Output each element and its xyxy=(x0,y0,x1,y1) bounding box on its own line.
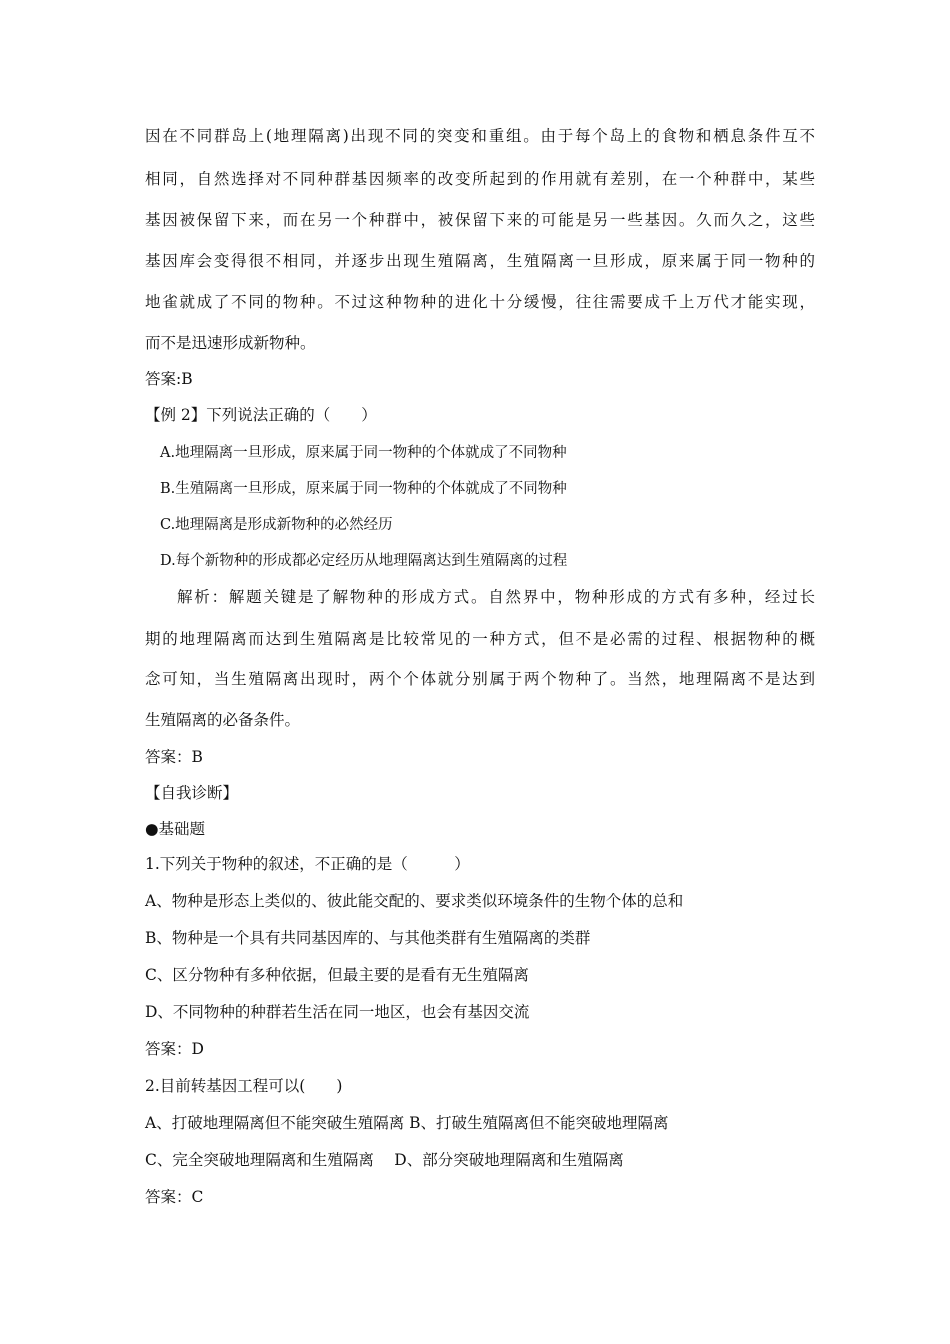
passage-answer: 答案:B xyxy=(145,370,193,388)
passage-line: 基因库会变得很不相同，并逐步出现生殖隔离，生殖隔离一旦形成，原来属于同一物种的 xyxy=(145,252,815,270)
passage-line: 地雀就成了不同的物种。不过这种物种的进化十分缓慢，往往需要成千上万代才能实现， xyxy=(145,293,815,311)
self-check-heading: 【自我诊断】 xyxy=(145,784,239,802)
example2-option-d: D.每个新物种的形成都必定经历从地理隔离达到生殖隔离的过程 xyxy=(160,553,568,569)
example2-analysis-line: 解析：解题关键是了解物种的形成方式。自然界中，物种形成的方式有多种，经过长 xyxy=(177,588,815,606)
example2-option-c: C.地理隔离是形成新物种的必然经历 xyxy=(160,517,393,533)
q2-answer: 答案：C xyxy=(145,1188,204,1206)
q2-question: 2.目前转基因工程可以( ) xyxy=(145,1077,343,1095)
passage-line: 因在不同群岛上(地理隔离)出现不同的突变和重组。由于每个岛上的食物和栖息条件互不 xyxy=(145,127,815,145)
example2-option-a: A.地理隔离一旦形成，原来属于同一物种的个体就成了不同物种 xyxy=(160,445,567,461)
q2-options-row-2: C、完全突破地理隔离和生殖隔离 D、部分突破地理隔离和生殖隔离 xyxy=(145,1151,624,1169)
q2-options-row-1: A、打破地理隔离但不能突破生殖隔离 B、打破生殖隔离但不能突破地理隔离 xyxy=(145,1114,669,1132)
basic-questions-heading: ●基础题 xyxy=(145,820,206,838)
example2-answer: 答案：B xyxy=(145,748,203,766)
example2-analysis-line: 生殖隔离的必备条件。 xyxy=(145,711,301,729)
q1-question: 1.下列关于物种的叙述，不正确的是（ ） xyxy=(145,855,470,873)
q1-option-c: C、区分物种有多种依据，但最主要的是看有无生殖隔离 xyxy=(145,966,529,984)
example2-analysis-line: 念可知，当生殖隔离出现时，两个个体就分别属于两个物种了。当然，地理隔离不是达到 xyxy=(145,670,815,688)
q1-answer: 答案：D xyxy=(145,1040,204,1058)
q1-option-d: D、不同物种的种群若生活在同一地区，也会有基因交流 xyxy=(145,1003,530,1021)
q1-option-b: B、物种是一个具有共同基因库的、与其他类群有生殖隔离的类群 xyxy=(145,929,591,947)
passage-line: 相同，自然选择对不同种群基因频率的改变所起到的作用就有差别，在一个种群中，某些 xyxy=(145,170,815,188)
example2-option-b: B.生殖隔离一旦形成，原来属于同一物种的个体就成了不同物种 xyxy=(160,481,567,497)
passage-line: 基因被保留下来，而在另一个种群中，被保留下来的可能是另一些基因。久而久之，这些 xyxy=(145,211,815,229)
example2-analysis-line: 期的地理隔离而达到生殖隔离是比较常见的一种方式，但不是必需的过程、根据物种的概 xyxy=(145,630,815,648)
example2-question: 【例 2】下列说法正确的（ ） xyxy=(145,406,377,424)
passage-line: 而不是迅速形成新物种。 xyxy=(145,334,316,352)
q1-option-a: A、物种是形态上类似的、彼此能交配的、要求类似环境条件的生物个体的总和 xyxy=(145,892,684,910)
